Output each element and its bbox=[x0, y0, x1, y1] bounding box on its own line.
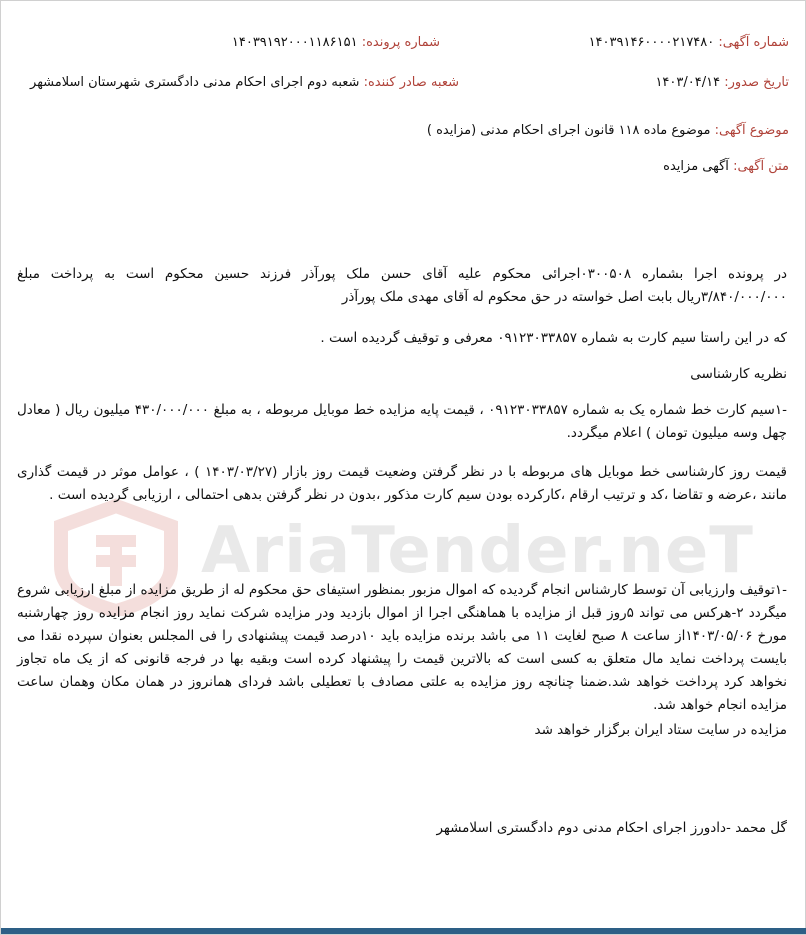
text-value: آگهی مزایده bbox=[663, 159, 729, 174]
issue-date-value: ۱۴۰۳/۰۴/۱۴ bbox=[655, 75, 721, 90]
subject-label: موضوع آگهی: bbox=[714, 123, 789, 138]
watermark-text: AriaTender.neT bbox=[201, 514, 754, 588]
file-number bbox=[232, 35, 440, 50]
issue-date bbox=[655, 75, 789, 90]
subject-value: موضوع ماده ۱۱۸ قانون اجرای احکام مدنی (مزایده ) bbox=[426, 123, 711, 138]
issuer bbox=[30, 75, 459, 90]
paragraph-base-price: -۱سیم کارت خط شماره یک به شماره ۰۹۱۲۳۰۳۳۸۵۷ ، قیمت پایه مزایده خط موبایل مربوطه ، به مبلغ ۴۳۰/۰۰۰/۰۰۰ میلیون ریال ( معادل چهل وسه میلیون تومان ) اعلام میگردد. bbox=[17, 402, 787, 441]
notice-number bbox=[589, 35, 789, 50]
paragraph-valuation: قیمت روز کارشناسی خط موبایل های مربوطه با در نظر گرفتن وضعیت قیمت روز بازار (۱۴۰۳/۰۳/۲۷ ) ، عوامل موثر در قیمت گذاری مانند ،عرضه و تقاضا ،کد و ترتیب ارقام ،کارکرده بودن سیم کارت مذکور ،بدون در نظر گرفتن بدهی احتمالی ، ارزیابی گردیده است . bbox=[17, 464, 788, 503]
paragraph-case: در پرونده اجرا بشماره ۰۳۰۰۵۰۸اجرائی محکوم علیه آقای حسن ملک پورآذر فرزند حسین محکوم است به پرداخت مبلغ ۳/۸۴۰/۰۰۰/۰۰۰ریال بابت اصل خواسته در حق محکوم له آقای مهدی ملک پورآذر bbox=[17, 266, 787, 305]
paragraph-auction-terms: -۱توقیف وارزیابی آن توسط کارشناس انجام گردیده که اموال مزبور بمنظور استیفای حق محکوم له از طریق مزایده از مبلغ ارزیابی شروع میگردد ۲-هرکس می تواند ۵روز قبل از مزایده با هماهنگی اجرا از اموال بازدید ودر مزایده شرکت نماید روز انجام مزایده روز چهارشنبه مورخ ۱۴۰۳/۰۵/۰۶از ساعت ۸ صبح لغایت ۱۱ می باشد برنده مزایده باید ۱۰درصد قیمت پیشنهادی را فی المجلس بعنوان سپرده نقدا می بایست پرداخت نماید مال متعلق به کسی است که بالاترین قیمت را پیشنهاد کرده است وبقیه بها در فرجه قانونی که از یک ماه تجاوز نخواهد کرد پرداخت خواهد شد.ضمنا چنانچه روز مزایده به علتی مصادف با تعطیلی باشد فردای همانروز در همان مکان وهمان ساعت مزایده انجام خواهد شد. bbox=[17, 582, 788, 713]
paragraph-simcard: که در این راستا سیم کارت به شماره ۰۹۱۲۳۰۳۳۸۵۷ معرفی و توقیف گردیده است . bbox=[320, 330, 787, 346]
text-label: متن آگهی: bbox=[733, 159, 789, 174]
notice-number-value: ۱۴۰۳۹۱۴۶۰۰۰۰۲۱۷۴۸۰ bbox=[588, 35, 715, 50]
file-number-label: شماره پرونده: bbox=[361, 35, 440, 50]
paragraph-expert-title: نظریه کارشناسی bbox=[690, 366, 787, 382]
issue-date-label: تاریخ صدور: bbox=[724, 75, 789, 90]
bottom-bar bbox=[1, 928, 806, 934]
issuer-label: شعبه صادر کننده: bbox=[363, 75, 459, 90]
signature: گل محمد -دادورز اجرای احکام مدنی دوم دادگستری اسلامشهر bbox=[436, 820, 787, 836]
subject bbox=[427, 123, 789, 138]
file-number-value: ۱۴۰۳۹۱۹۲۰۰۰۱۱۸۶۱۵۱ bbox=[231, 35, 358, 50]
issuer-value: شعبه دوم اجرای احکام مدنی دادگستری شهرستان اسلامشهر bbox=[30, 75, 360, 90]
notice-text-header bbox=[663, 159, 789, 174]
notice-number-label: شماره آگهی: bbox=[718, 35, 789, 50]
paragraph-site: مزایده در سایت ستاد ایران برگزار خواهد شد bbox=[534, 722, 787, 738]
